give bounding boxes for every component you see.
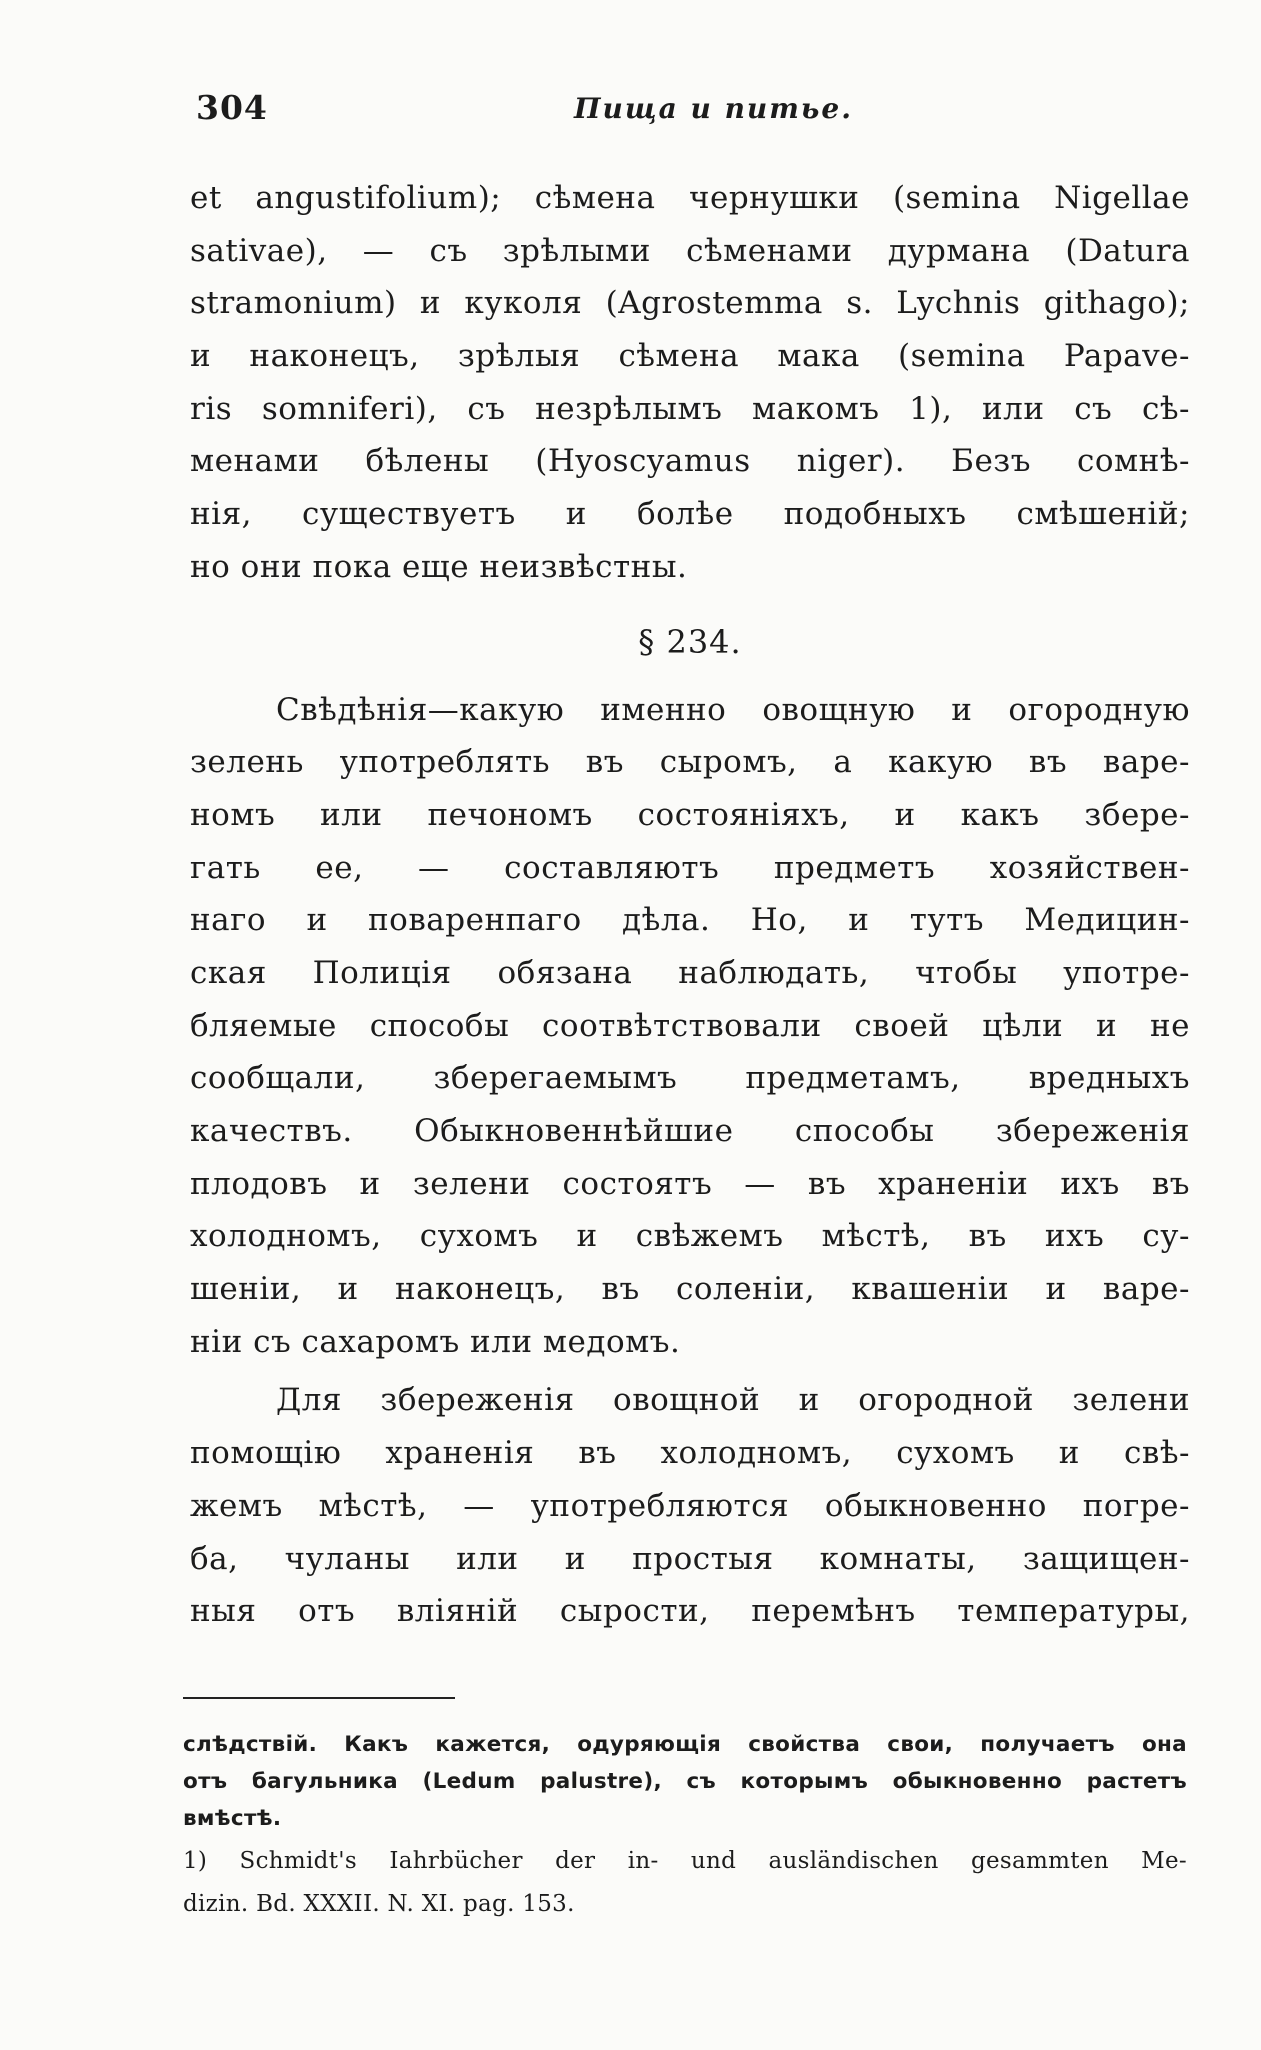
footnotes <box>183 1726 1187 1923</box>
text-line: гать ее, — составляютъ предметъ хозяйствен- <box>190 849 1190 886</box>
text-line: менами бѣлены (Hyoscyamus niger). Безъ сомнѣ- <box>190 443 1190 480</box>
text-line: Свѣдѣнія—какую именно овощную и огородную <box>276 691 1190 728</box>
running-title: Пища и питье. <box>574 92 853 125</box>
text-line: жемъ мѣстѣ, — употребляются обыкновенно погре- <box>190 1487 1190 1524</box>
text-line: шеніи, и наконецъ, въ соленіи, квашеніи и варе- <box>190 1271 1190 1308</box>
text-line: качествъ. Обыкновеннѣйшие способы збереженія <box>190 1113 1190 1149</box>
footnote-line: слѣдствій. Какъ кажется, одуряющія свойства свои, получаетъ она <box>183 1732 1187 1757</box>
text-line: нія, существуетъ и болѣе подобныхъ смѣшеній; <box>190 496 1190 533</box>
page-number: 304 <box>196 88 268 127</box>
footnote-reference: dizin. Bd. XXXII. N. XI. pag. 153. <box>183 1891 575 1917</box>
text-line: и наконецъ, зрѣлыя сѣмена мака (semina Papave- <box>190 338 1190 375</box>
text-line: но они пока еще неизвѣстны. <box>190 548 688 585</box>
text-line: ская Полиція обязана наблюдать, чтобы употре- <box>190 954 1190 991</box>
paragraph <box>190 1374 1190 1637</box>
text-line: et angustifolium); сѣмена чернушки (semina Nigellae <box>190 180 1190 216</box>
text-line: помощію храненія въ холодномъ, сухомъ и свѣ- <box>190 1435 1190 1472</box>
footnote-line: отъ багульника (Ledum palustre), съ которымъ обыкновенно растетъ <box>183 1769 1187 1794</box>
paragraph <box>190 684 1190 1369</box>
text-line: зелень употреблять въ сыромъ, а какую въ варе- <box>190 744 1190 781</box>
text-line: сообщали, зберегаемымъ предметамъ, вредныхъ <box>190 1060 1190 1097</box>
text-line: ніи съ сахаромъ или медомъ. <box>190 1323 681 1360</box>
text-line: ris somniferi), съ незрѣлымъ макомъ 1), или съ сѣ- <box>190 390 1190 427</box>
footnote-reference: 1) Schmidt's Iahrbücher der in- und ausländischen gesammten Me- <box>183 1848 1187 1874</box>
text-line: stramonium) и куколя (Agrostemma s. Lychnis githago); <box>190 285 1190 322</box>
section-heading: § 234. <box>638 622 742 661</box>
text-line: плодовъ и зелени состоятъ — въ храненіи ихъ въ <box>190 1165 1190 1202</box>
text-line: номъ или печономъ состояніяхъ, и какъ збере- <box>190 796 1190 833</box>
footnote-rule <box>183 1697 455 1699</box>
text-line: бляемые способы соотвѣтствовали своей цѣли и не <box>190 1007 1190 1044</box>
text-line: наго и поваренпаго дѣла. Но, и тутъ Медицин- <box>190 902 1190 939</box>
text-line: ба, чуланы или и простыя комнаты, защищен- <box>190 1540 1190 1577</box>
text-line: холодномъ, сухомъ и свѣжемъ мѣстѣ, въ ихъ су- <box>190 1218 1190 1255</box>
text-line: sativae), — съ зрѣлыми сѣменами дурмана (Datura <box>190 232 1190 269</box>
page-header <box>196 88 1076 138</box>
body-text <box>190 172 1190 1638</box>
text-line: ныя отъ вліяній сырости, перемѣнъ температуры, <box>190 1593 1190 1630</box>
footnote-line: вмѣстѣ. <box>183 1806 282 1831</box>
text-line: Для збереженія овощной и огородной зелени <box>276 1382 1190 1419</box>
paragraph-continuation <box>190 172 1190 594</box>
